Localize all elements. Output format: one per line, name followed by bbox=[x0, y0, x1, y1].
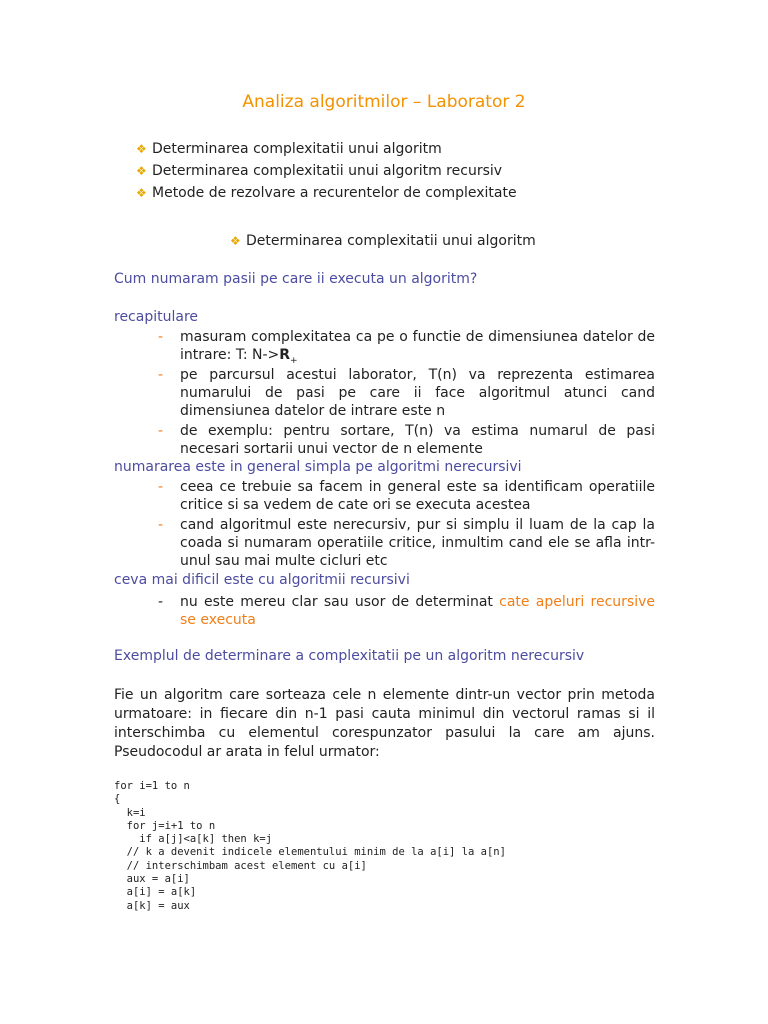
diamond-bullet-icon: ❖ bbox=[230, 234, 241, 248]
dash-bullet: - bbox=[158, 329, 164, 345]
dash-bullet: - bbox=[158, 479, 164, 495]
code-line: for j=i+1 to n bbox=[114, 819, 216, 832]
recursive-label: ceva mai dificil este cu algoritmii recursivi bbox=[114, 572, 410, 588]
topic-item: ❖ Determinarea complexitatii unui algoritm bbox=[136, 138, 517, 160]
code-line: k=i bbox=[114, 806, 146, 819]
code-line: // interschimbam acest element cu a[i] bbox=[114, 859, 367, 872]
recap-label: recapitulare bbox=[114, 309, 199, 325]
pseudocode-block bbox=[114, 780, 506, 913]
code-line: for i=1 to n bbox=[114, 780, 190, 792]
nonrecursive-label: numararea este in general simpla pe algoritmi nerecursivi bbox=[114, 459, 522, 475]
recursive-item: - nu este mereu clar sau usor de determinat cate apeluri recursive se executa bbox=[158, 594, 655, 628]
recap-item: - masuram complexitatea ca pe o functie de dimensiunea datelor de intrare: T: $N->R_+$ bbox=[158, 329, 655, 366]
page-title: Analiza algoritmilor – Laborator 2 bbox=[242, 92, 526, 112]
code-line: aux = a[i] bbox=[114, 873, 190, 886]
code-line: { bbox=[114, 793, 121, 806]
code-line: a[k] = aux bbox=[114, 899, 190, 912]
dash-bullet: - bbox=[158, 423, 164, 439]
dash-bullet: - bbox=[158, 367, 164, 383]
nonrecursive-item: - ceea ce trebuie sa facem in general este sa identificam operatiile critice si sa vedem de cate ori se executa acestea bbox=[158, 479, 655, 513]
question-heading: Cum numaram pasii pe care ii executa un algoritm? bbox=[114, 271, 478, 287]
dash-bullet: - bbox=[158, 594, 164, 610]
topic-item: ❖ Determinarea complexitatii unui algoritm recursiv bbox=[136, 160, 517, 182]
code-line: if a[j]<a[k] then k=j bbox=[114, 833, 273, 846]
topic-list bbox=[136, 138, 517, 204]
dash-bullet: - bbox=[158, 517, 164, 533]
recap-item: - pe parcursul acestui laborator, T(n) va reprezenta estimarea numarului de pasi pe care ii face algoritmul atunci cand dimensiunea datelor de intrare este n bbox=[158, 367, 655, 419]
nonrecursive-item: - cand algoritmul este nerecursiv, pur si simplu il luam de la cap la coada si numaram operatiile critice, inmultim cand ele se afla intr-unul sau mai multe cicluri etc bbox=[158, 517, 655, 569]
example-paragraph: Fie un algoritm care sorteaza cele n elemente dintr-un vector prin metoda urmatoare: in fiecare din n-1 pasi cauta minimul din vectorul ramas si il interschimba cu elementul corespunzator pasului la care am ajuns. Pseudocodul ar arata in felul urmator: bbox=[114, 687, 655, 760]
section-heading: ❖ Determinarea complexitatii unui algoritm bbox=[230, 233, 536, 249]
topic-item: ❖ Metode de rezolvare a recurentelor de complexitate bbox=[136, 182, 517, 204]
diamond-bullet-icon: ❖ bbox=[136, 164, 147, 178]
code-line: // k a devenit indicele elementului minim de la a[i] la a[n] bbox=[114, 846, 506, 859]
diamond-bullet-icon: ❖ bbox=[136, 186, 147, 200]
code-line: a[i] = a[k] bbox=[114, 886, 197, 899]
diamond-bullet-icon: ❖ bbox=[136, 142, 147, 156]
example-heading: Exemplul de determinare a complexitatii pe un algoritm nerecursiv bbox=[114, 648, 585, 664]
recap-item: - de exemplu: pentru sortare, T(n) va estima numarul de pasi necesari sortarii unui vector de n elemente bbox=[158, 423, 655, 457]
